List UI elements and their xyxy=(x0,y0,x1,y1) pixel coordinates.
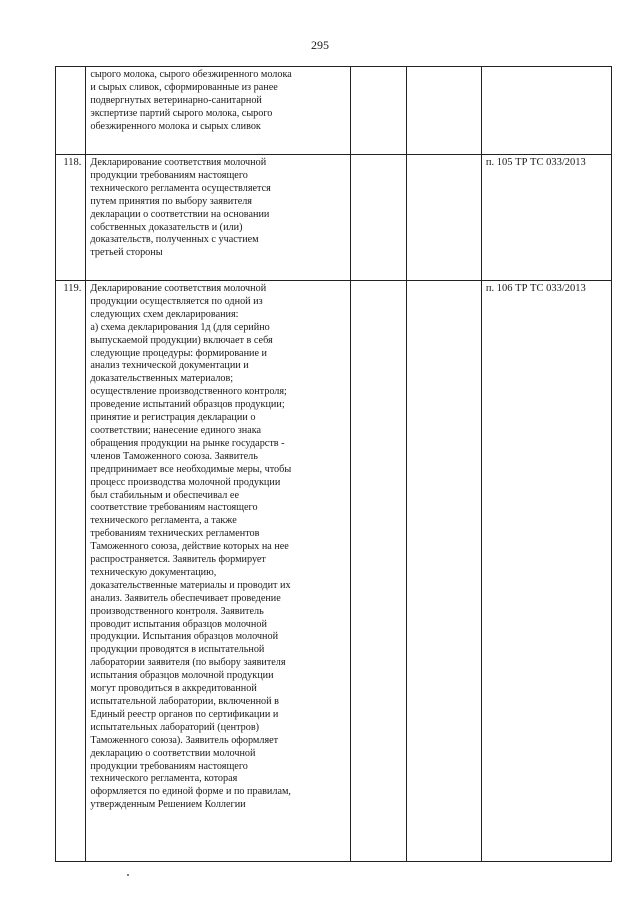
reference-cell: п. 106 ТР ТС 033/2013 xyxy=(481,281,611,862)
table-row xyxy=(56,155,612,281)
requirement-line: обращения продукции на рынке государств - xyxy=(90,437,285,449)
requirement-line: доказательственные материалы и проводит их xyxy=(90,579,291,591)
empty-cell xyxy=(350,281,406,862)
reference-cell: п. 105 ТР ТС 033/2013 xyxy=(481,155,611,281)
requirement-line: собственных доказательств и (или) xyxy=(90,221,243,233)
table-row xyxy=(56,67,612,155)
requirement-line: предпринимает все необходимые меры, чтобы xyxy=(90,463,292,475)
requirement-line: Единый реестр органов по сертификации и xyxy=(90,708,279,720)
requirement-line: лаборатории заявителя (по выбору заявителя xyxy=(90,657,286,669)
requirement-line: продукции. Испытания образцов молочной xyxy=(90,631,279,643)
requirement-line: экспертизе партий сырого молока, сырого xyxy=(90,107,273,119)
requirement-line: испытания образцов молочной продукции xyxy=(90,670,274,682)
requirement-line: третьей стороны xyxy=(90,247,163,259)
requirement-line: соответствии; нанесение единого знака xyxy=(90,424,262,436)
requirement-line: производственного контроля. Заявитель xyxy=(90,605,264,617)
requirement-line: техническую документацию, xyxy=(90,566,217,578)
table-row xyxy=(56,281,612,862)
requirement-line: оформляется по единой форме и по правилам, xyxy=(90,786,291,798)
scan-speck xyxy=(127,874,129,876)
requirement-line: принятие и регистрация декларации о xyxy=(90,412,256,424)
requirement-line: был стабильным и обеспечивал ее xyxy=(90,489,239,501)
requirement-line: анализ. Заявитель обеспечивает проведение xyxy=(90,592,281,604)
requirement-line: распространяется. Заявитель формирует xyxy=(90,554,266,566)
requirement-line: продукции осуществляется по одной из xyxy=(90,295,263,307)
requirement-line: технического регламента, а также xyxy=(90,515,237,527)
requirement-line: доказательственных материалов; xyxy=(90,373,234,385)
requirement-text xyxy=(86,67,350,155)
requirement-line: требованиям технических регламентов xyxy=(90,528,260,540)
requirement-line: и сырых сливок, сформированные из ранее xyxy=(90,81,278,93)
empty-cell xyxy=(350,67,406,155)
requirement-line: процесс производства молочной продукции xyxy=(90,476,281,488)
requirement-line: обезжиренного молока и сырых сливок xyxy=(90,120,261,132)
requirement-line: испытательной лаборатории, включенной в xyxy=(90,696,279,707)
requirement-line: следующих схем декларирования: xyxy=(90,308,239,320)
requirement-line: следующие процедуры: формирование и xyxy=(90,347,268,359)
requirement-line: соответствие требованиям настоящего xyxy=(90,502,258,514)
page-number: 295 xyxy=(311,38,329,52)
requirement-line: доказательств, полученных с участием xyxy=(90,234,259,246)
requirement-line: проведение испытаний образцов продукции; xyxy=(90,399,285,411)
row-number: 118. xyxy=(56,155,86,281)
row-number xyxy=(56,67,86,155)
row-number: 119. xyxy=(56,281,86,862)
requirement-line: членов Таможенного союза. Заявитель xyxy=(90,450,258,462)
empty-cell xyxy=(407,281,482,862)
requirement-line: продукции требованиям настоящего xyxy=(90,169,248,181)
requirement-line: анализ технической документации и xyxy=(90,360,249,372)
requirement-line: осуществление производственного контроля; xyxy=(90,386,287,398)
requirement-line: утвержденным Решением Коллегии xyxy=(90,799,246,811)
requirement-line: выпускаемой продукции) включает в себя xyxy=(90,334,273,346)
requirement-line: декларацию о соответствии молочной xyxy=(90,747,256,759)
requirement-line: испытательных лабораторий (центров) xyxy=(90,721,260,733)
requirement-line: декларации о соответствии на основании xyxy=(90,208,270,220)
empty-cell xyxy=(407,67,482,155)
requirement-line: проводит испытания образцов молочной xyxy=(90,618,267,630)
requirement-line: могут проводиться в аккредитованной xyxy=(90,683,257,695)
requirement-line: а) схема декларирования 1д (для серийно xyxy=(90,321,270,333)
requirement-line: сырого молока, сырого обезжиренного молока xyxy=(90,69,292,80)
requirement-line: Декларирование соответствия молочной xyxy=(90,283,267,294)
requirement-line: Таможенного союза, действие которых на нее xyxy=(90,541,289,553)
requirement-line: продукции проводятся в испытательной xyxy=(90,644,265,656)
requirement-text xyxy=(86,155,350,281)
empty-cell xyxy=(350,155,406,281)
requirement-line: Таможенного союза). Заявитель оформляет xyxy=(90,734,279,746)
requirement-line: путем принятия по выбору заявителя xyxy=(90,195,252,207)
regulation-table xyxy=(55,66,612,862)
empty-cell xyxy=(407,155,482,281)
requirement-line: продукции требованиям настоящего xyxy=(90,760,248,772)
requirement-line: подвергнутых ветеринарно-санитарной xyxy=(90,94,262,106)
requirement-text xyxy=(86,281,350,862)
requirement-line: технического регламента осуществляется xyxy=(90,182,271,194)
requirement-line: технического регламента, которая xyxy=(90,773,238,785)
reference-cell xyxy=(481,67,611,155)
requirement-line: Декларирование соответствия молочной xyxy=(90,157,267,168)
